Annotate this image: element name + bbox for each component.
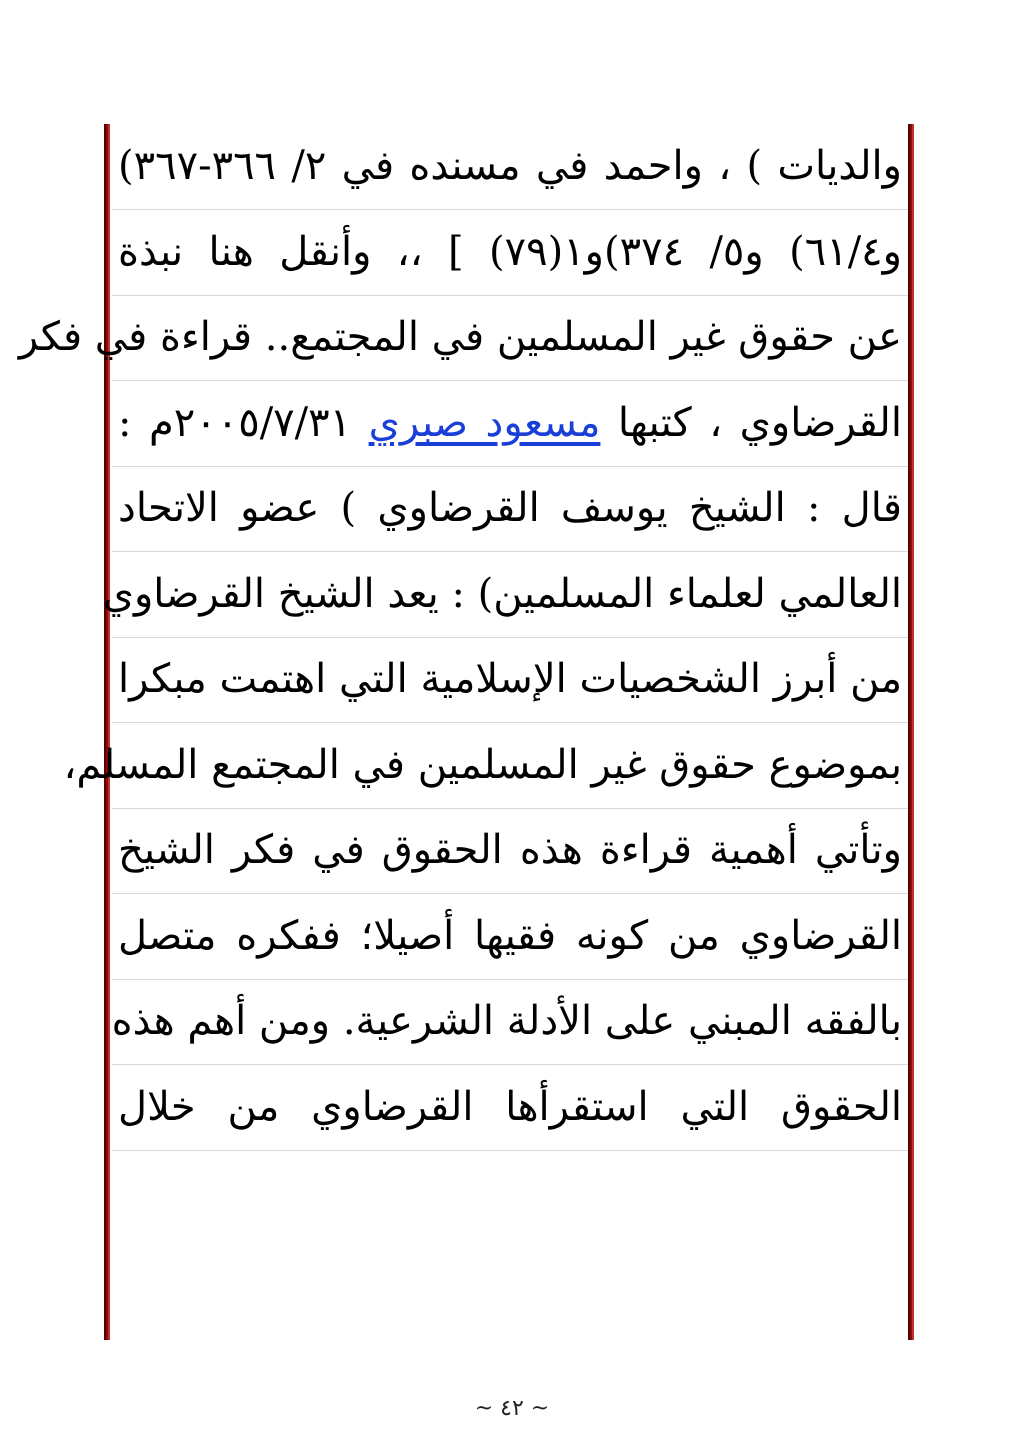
text-line-10: القرضاوي من كونه فقيها أصيلا؛ ففكره متصل	[118, 912, 902, 959]
text-line-3: عن حقوق غير المسلمين في المجتمع.. قراءة في فكر	[18, 314, 902, 360]
text-line-6: العالمي لعلماء المسلمين) : يعد الشيخ القرضاوي	[102, 570, 902, 617]
body-text	[18, 124, 902, 1150]
line-4-date: ٢٠٠٥/٧/٣١م :	[118, 399, 369, 446]
text-line-7: من أبرز الشخصيات الإسلامية التي اهتمت مبكرا	[118, 656, 902, 702]
text-line-8: بموضوع حقوق غير المسلمين في المجتمع المسلم،	[63, 741, 902, 788]
page-border-right	[908, 124, 914, 1340]
line-rule	[112, 1150, 908, 1151]
text-line-4	[118, 381, 902, 467]
line-4-before: القرضاوي ، كتبها	[600, 399, 902, 446]
page-number: ~ ٤٢ ~	[474, 1396, 550, 1421]
text-line-12: الحقوق التي استقرأها القرضاوي من خلال	[118, 1083, 902, 1130]
text-line-11: بالفقه المبني على الأدلة الشرعية. ومن أهم هذه	[111, 998, 902, 1044]
text-line-5: قال : الشيخ يوسف القرضاوي ) عضو الاتحاد	[118, 485, 902, 531]
text-line-1: والديات ) ، واحمد في مسنده في ٢/ ٣٦٦-٣٦٧)	[118, 143, 902, 189]
text-line-9: وتأتي أهمية قراءة هذه الحقوق في فكر الشيخ	[118, 827, 902, 873]
text-line-2: و٦١/٤) و٥/ ٣٧٤)و١(٧٩) ] ،، وأنقل هنا نبذة	[118, 228, 902, 275]
author-link[interactable]: مسعود صبري	[368, 399, 601, 446]
